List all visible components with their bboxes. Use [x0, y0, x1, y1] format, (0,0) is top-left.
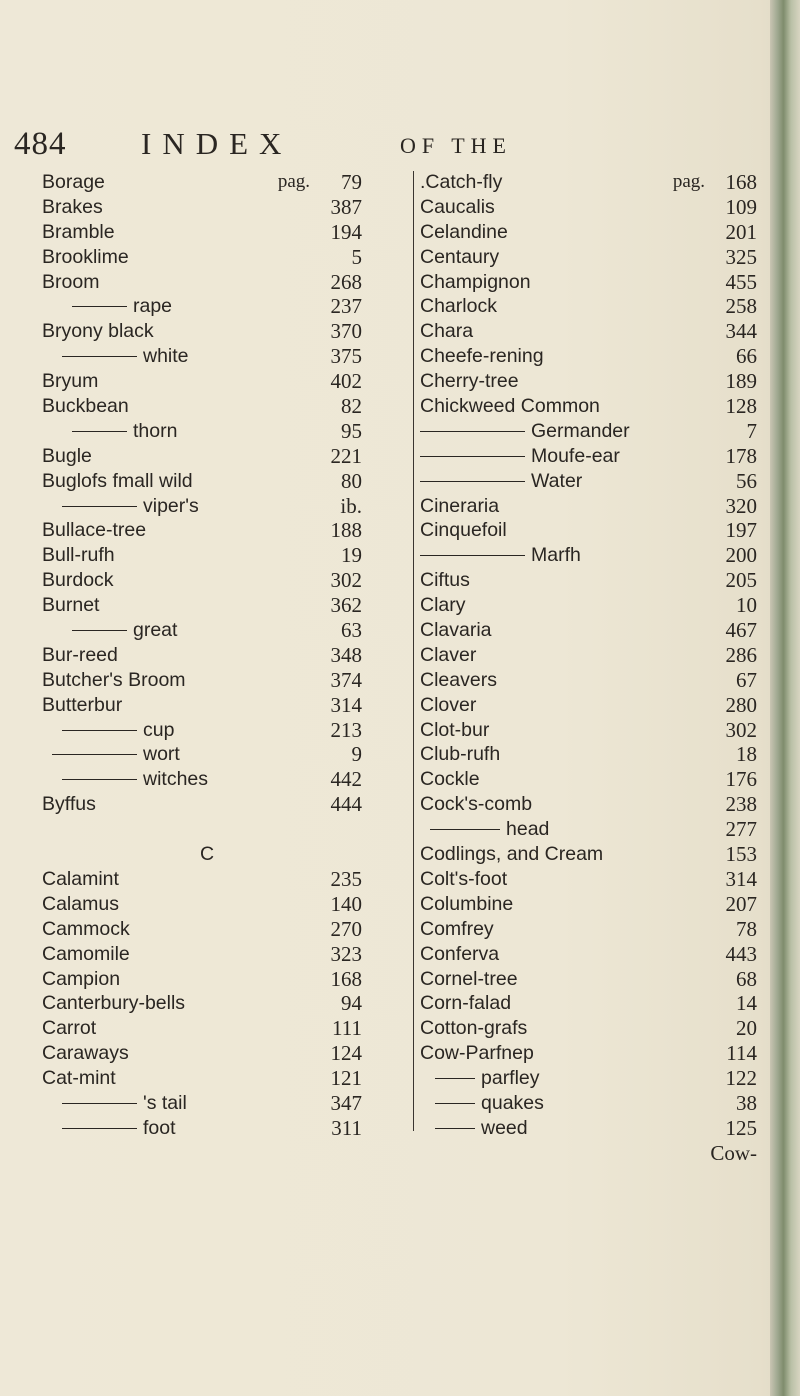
index-entry	[420, 394, 765, 419]
page-ref: 444	[330, 792, 362, 817]
index-term: Conferva	[420, 942, 500, 965]
index-entry	[42, 742, 372, 767]
page-ref: 402	[330, 369, 362, 394]
page-ref: 221	[330, 443, 362, 468]
page-ref: 314	[725, 866, 757, 891]
page-ref: 302	[725, 717, 757, 742]
index-term: Bullace-tree	[42, 519, 147, 542]
index-entry	[42, 942, 372, 967]
page-ref: 78	[736, 916, 757, 941]
index-entry	[42, 494, 372, 519]
index-section-heading	[42, 842, 372, 867]
index-entry	[420, 618, 765, 643]
ditto-dash	[62, 356, 137, 357]
index-term: Caucalis	[420, 195, 495, 218]
index-entry	[420, 1116, 765, 1141]
index-term: Butcher's Broom	[42, 668, 186, 691]
index-term: weed	[481, 1116, 528, 1139]
index-term: Corn-falad	[420, 992, 512, 1015]
index-entry	[420, 195, 765, 220]
index-entry	[42, 568, 372, 593]
index-entry	[420, 867, 765, 892]
page-ref: 237	[330, 294, 362, 319]
index-entry	[42, 419, 372, 444]
index-term: viper's	[143, 494, 199, 517]
ditto-dash	[62, 1128, 137, 1129]
index-term: Bryum	[42, 370, 99, 393]
index-entry	[42, 394, 372, 419]
page-ref: 268	[330, 269, 362, 294]
index-entry	[42, 170, 372, 195]
index-term: Champignon	[420, 270, 531, 293]
index-term: Bryony black	[42, 320, 154, 343]
index-term: thorn	[133, 419, 178, 442]
ditto-dash	[420, 481, 525, 482]
page-ref: 82	[341, 394, 362, 419]
page-ref: 235	[330, 866, 362, 891]
index-entry	[42, 543, 372, 568]
ditto-dash	[72, 431, 127, 432]
ditto-dash	[52, 754, 137, 755]
page-ref: 197	[725, 518, 757, 543]
index-term: Burnet	[42, 594, 100, 617]
index-entry	[42, 817, 372, 842]
index-entry	[420, 270, 765, 295]
index-entry	[42, 294, 372, 319]
pag-abbrev: pag.	[277, 171, 310, 192]
page-ref: 7	[746, 418, 757, 443]
index-entry	[42, 369, 372, 394]
index-entry	[420, 842, 765, 867]
index-entry	[420, 245, 765, 270]
page-ref: 109	[725, 194, 757, 219]
ditto-dash	[420, 431, 525, 432]
index-term: Codlings, and Cream	[420, 843, 604, 866]
index-term: Germander	[531, 419, 630, 442]
index-entry	[420, 917, 765, 942]
index-term: witches	[143, 768, 209, 791]
index-term: Cock's-comb	[420, 793, 533, 816]
index-term: rape	[133, 295, 173, 318]
page-ref: 302	[330, 568, 362, 593]
page-ref: 194	[330, 219, 362, 244]
running-header	[0, 126, 780, 166]
page-ref: 325	[725, 244, 757, 269]
index-entry	[42, 967, 372, 992]
ditto-dash	[62, 779, 137, 780]
index-term: Water	[531, 469, 583, 492]
index-entry	[420, 942, 765, 967]
index-entry	[42, 344, 372, 369]
index-entry	[42, 892, 372, 917]
index-entry	[420, 668, 765, 693]
index-entry	[42, 593, 372, 618]
index-entry	[42, 792, 372, 817]
index-term: Bull-rufh	[42, 544, 115, 567]
page-ref: 207	[725, 891, 757, 916]
page-ref: 14	[736, 991, 757, 1016]
index-term: Cow-Parfnep	[420, 1042, 534, 1065]
page-ref: 128	[725, 394, 757, 419]
index-term: Camomile	[42, 942, 130, 965]
page-ref: 122	[725, 1066, 757, 1091]
page-ref: 153	[725, 842, 757, 867]
page-ref: 270	[330, 916, 362, 941]
page-ref: 347	[330, 1090, 362, 1115]
index-entry	[420, 718, 765, 743]
index-entry	[42, 469, 372, 494]
page-ref: 18	[736, 742, 757, 767]
index-term: Comfrey	[420, 917, 494, 940]
index-entry	[420, 444, 765, 469]
page-ref: 140	[330, 891, 362, 916]
ditto-dash	[435, 1078, 475, 1079]
index-entry	[42, 718, 372, 743]
index-term: Cat-mint	[42, 1067, 116, 1090]
index-term: Club-rufh	[420, 743, 501, 766]
index-term: C	[199, 843, 215, 866]
index-term: wort	[143, 743, 180, 766]
index-term: white	[143, 345, 189, 368]
index-term: Marfh	[531, 544, 581, 567]
ditto-dash	[72, 306, 127, 307]
page-ref: ib.	[340, 493, 362, 518]
index-entry	[420, 1066, 765, 1091]
index-entry	[42, 1116, 372, 1141]
index-term: .Catch-fly	[420, 171, 503, 193]
index-entry	[42, 245, 372, 270]
index-term: Cleavers	[420, 668, 497, 691]
index-term: Carrot	[42, 1017, 97, 1040]
column-divider	[413, 171, 414, 1131]
ditto-dash	[430, 829, 500, 830]
index-entry	[42, 1016, 372, 1041]
page-ref: 114	[726, 1041, 757, 1066]
ditto-dash	[435, 1103, 475, 1104]
index-entry	[42, 270, 372, 295]
page-ref: 19	[341, 543, 362, 568]
page-ref: 95	[341, 418, 362, 443]
index-term: Calamint	[42, 867, 119, 890]
ditto-dash	[62, 1103, 137, 1104]
page-number: 484	[14, 126, 67, 162]
index-entry	[420, 568, 765, 593]
index-term: Clover	[420, 693, 477, 716]
page-ref: 9	[351, 742, 362, 767]
header-title: INDEX	[141, 126, 293, 161]
index-term: Clary	[420, 594, 466, 617]
index-entry	[420, 643, 765, 668]
index-term: Buckbean	[42, 395, 129, 418]
index-entry	[420, 593, 765, 618]
page-ref: 10	[736, 593, 757, 618]
page-ref: 258	[725, 294, 757, 319]
index-entry	[420, 220, 765, 245]
page-ref: 178	[725, 443, 757, 468]
pag-abbrev: pag.	[672, 171, 705, 192]
index-entry	[42, 867, 372, 892]
index-entry	[420, 319, 765, 344]
index-entry	[420, 767, 765, 792]
page-ref: 201	[725, 219, 757, 244]
index-entry	[42, 444, 372, 469]
index-term: Cheefe-rening	[420, 345, 544, 368]
index-entry	[420, 991, 765, 1016]
page-ref: 286	[725, 642, 757, 667]
index-entry	[42, 319, 372, 344]
index-term: great	[133, 619, 178, 642]
index-term: Buglofs fmall wild	[42, 469, 193, 492]
index-entry	[420, 369, 765, 394]
page-ref: 280	[725, 692, 757, 717]
page-ref: 68	[736, 966, 757, 991]
page-ref: 311	[331, 1115, 362, 1140]
index-term: 's tail	[143, 1091, 187, 1114]
page-ref: 63	[341, 618, 362, 643]
index-entry	[42, 917, 372, 942]
ditto-dash	[420, 555, 525, 556]
index-term: Cineraria	[420, 494, 500, 517]
page-ref: 176	[725, 767, 757, 792]
index-term: Cornel-tree	[420, 967, 518, 990]
index-term: Bramble	[42, 220, 115, 243]
index-term: Chickweed Common	[420, 395, 600, 418]
page-ref: 362	[330, 593, 362, 618]
index-term: head	[506, 818, 550, 841]
page-ref: 56	[736, 468, 757, 493]
index-term: Calamus	[42, 892, 119, 915]
index-term: Canterbury-bells	[42, 992, 186, 1015]
index-entry	[420, 817, 765, 842]
page-ref: Cow-	[710, 1140, 757, 1165]
index-entry	[420, 742, 765, 767]
index-term: Clot-bur	[420, 718, 490, 741]
index-entry	[420, 294, 765, 319]
page-ref: 443	[725, 941, 757, 966]
index-entry	[420, 518, 765, 543]
index-entry	[42, 1041, 372, 1066]
index-term: Caraways	[42, 1042, 129, 1065]
page-ref: 277	[725, 817, 757, 842]
index-entry	[420, 967, 765, 992]
index-term: Cammock	[42, 917, 130, 940]
page-ref: 323	[330, 941, 362, 966]
page-ref: 442	[330, 767, 362, 792]
page-ref: 320	[725, 493, 757, 518]
page-ref: 455	[725, 269, 757, 294]
index-entry	[420, 693, 765, 718]
index-term: Borage	[42, 171, 105, 193]
index-term: Bur-reed	[42, 643, 118, 666]
index-entry	[420, 892, 765, 917]
index-entry	[420, 1091, 765, 1116]
page-ref: 344	[725, 319, 757, 344]
index-term: Cherry-tree	[420, 370, 519, 393]
index-term: Clavaria	[420, 619, 492, 642]
ditto-dash	[420, 456, 525, 457]
index-term: Charlock	[420, 295, 497, 318]
page-ref: 80	[341, 468, 362, 493]
index-entry	[42, 767, 372, 792]
index-entry	[42, 220, 372, 245]
index-column-right	[420, 170, 765, 1166]
page-ref: 121	[330, 1066, 362, 1091]
index-term: Moufe-ear	[531, 444, 620, 467]
page-ref: 314	[330, 692, 362, 717]
index-term: Burdock	[42, 569, 114, 592]
index-entry	[42, 518, 372, 543]
index-term: Claver	[420, 643, 477, 666]
index-entry	[420, 469, 765, 494]
index-term: cup	[143, 718, 175, 741]
index-entry	[42, 668, 372, 693]
page-ref: 387	[330, 194, 362, 219]
page-ref: 205	[725, 568, 757, 593]
index-entry	[420, 344, 765, 369]
page-ref: 200	[725, 543, 757, 568]
index-term: Ciftus	[420, 569, 470, 592]
page-ref: 38	[736, 1090, 757, 1115]
index-term: Centaury	[420, 245, 500, 268]
page-ref: 374	[330, 667, 362, 692]
index-entry	[420, 170, 765, 195]
index-term: Bugle	[42, 444, 92, 467]
index-entry	[420, 1041, 765, 1066]
page-ref: 67	[736, 667, 757, 692]
page-ref: 467	[725, 618, 757, 643]
page-ref: 375	[330, 344, 362, 369]
index-term: Brooklime	[42, 245, 129, 268]
index-entry	[420, 792, 765, 817]
ditto-dash	[62, 730, 137, 731]
page-ref: 370	[330, 319, 362, 344]
ditto-dash	[62, 506, 137, 507]
index-term: Cotton-grafs	[420, 1017, 528, 1040]
index-term: Brakes	[42, 195, 103, 218]
page-ref: 168	[330, 966, 362, 991]
page-ref: 5	[351, 244, 362, 269]
index-entry	[42, 693, 372, 718]
page-ref: 348	[330, 642, 362, 667]
page-ref: 188	[330, 518, 362, 543]
page-ref: 213	[330, 717, 362, 742]
index-entry	[42, 1091, 372, 1116]
index-term: Broom	[42, 270, 100, 293]
page-ref: 94	[341, 991, 362, 1016]
index-column-left	[42, 170, 372, 1141]
index-term: Celandine	[420, 220, 508, 243]
ditto-dash	[72, 630, 127, 631]
index-entry	[42, 195, 372, 220]
page-ref: 189	[725, 369, 757, 394]
index-entry	[42, 991, 372, 1016]
index-entry	[420, 419, 765, 444]
index-entry	[420, 494, 765, 519]
index-entry	[420, 1016, 765, 1041]
page-edge	[770, 0, 800, 1396]
page-ref: 238	[725, 792, 757, 817]
page-ref: 79	[341, 170, 362, 194]
index-term: Butterbur	[42, 693, 123, 716]
page-ref: 168	[725, 170, 757, 194]
ditto-dash	[435, 1128, 475, 1129]
header-subtitle: OF THE	[400, 133, 512, 158]
index-term: Columbine	[420, 892, 514, 915]
index-term: Byffus	[42, 793, 96, 816]
page-ref: 111	[332, 1016, 362, 1041]
page-ref: 20	[736, 1016, 757, 1041]
index-term: parfley	[481, 1067, 540, 1090]
index-entry	[42, 643, 372, 668]
index-entry	[420, 1141, 765, 1166]
index-entry	[420, 543, 765, 568]
index-entry	[42, 618, 372, 643]
page-ref: 124	[330, 1041, 362, 1066]
index-term: foot	[143, 1116, 176, 1139]
index-term: Cinquefoil	[420, 519, 507, 542]
index-term: quakes	[481, 1091, 544, 1114]
index-term: Chara	[420, 320, 474, 343]
index-entry	[42, 1066, 372, 1091]
index-term: Cockle	[420, 768, 480, 791]
index-term: Campion	[42, 967, 121, 990]
page-ref: 66	[736, 344, 757, 369]
index-term: Colt's-foot	[420, 867, 508, 890]
page-ref: 125	[725, 1115, 757, 1140]
